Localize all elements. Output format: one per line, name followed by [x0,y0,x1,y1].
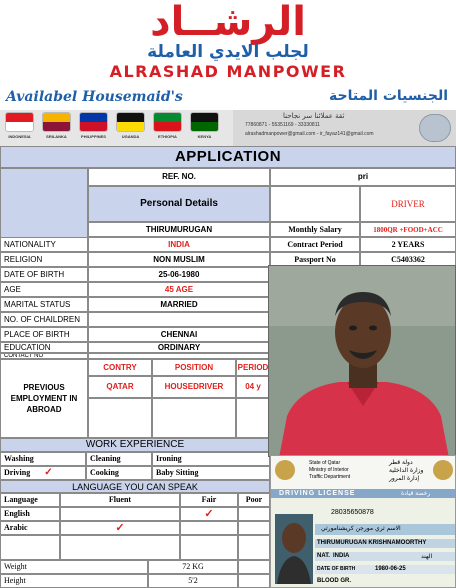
height-value: 5'2 [148,574,238,588]
license-dob-label: DATE OF BIRTH [317,566,356,572]
field-value: INDIA [88,237,270,252]
language-cell [180,521,238,535]
driving-license-card [270,455,456,588]
personal-details-heading: Personal Details [88,186,270,222]
flag-icon [190,112,219,132]
flag-stripe-top [117,113,144,122]
flag-stripe-top [6,113,33,122]
weight-label: Weight [0,560,148,574]
language-cell [0,535,60,560]
weight-value: 72 KG [148,560,238,574]
work-item [86,452,152,466]
language-cell [238,521,270,535]
employment-period: 04 y [236,376,270,398]
flag-stripe-top [43,113,70,122]
field-value: 25-06-1980 [88,267,270,282]
license-state: State of Qatar [309,460,341,466]
license-title-ar: رخصة قيادة [401,490,431,497]
flag-icon [116,112,145,132]
check-icon: ✓ [115,522,125,534]
flag-stripe-bottom [117,122,144,131]
flag-item [188,112,221,145]
flag-name: SRILANKA [46,134,67,139]
field-label: RELIGION [0,252,88,267]
employment-label: PREVIOUS EMPLOYMENT IN ABROAD [0,359,88,438]
work-item-label: Baby Sitting [156,468,199,477]
field-value: CHENNAI [88,327,270,342]
field-label: NATIONALITY [0,237,88,252]
license-dept: Traffic Department [309,474,351,480]
field-value [88,312,270,327]
flag-icon [79,112,108,132]
language-cell [238,507,270,521]
flag-icon [153,112,182,132]
license-nat: INDIA [333,553,350,559]
flag-item [3,112,36,145]
license-nat-label: NAT. [317,553,330,559]
license-state-ar: دولة قطر [389,459,413,466]
language-cell [60,521,180,535]
salary-value: 1800QR +FOOD+ACC [360,222,456,237]
employment-position: HOUSEDRIVER [152,376,236,398]
flag-stripe-top [80,113,107,122]
language-cell [60,507,180,521]
license-ministry-ar: وزارة الداخلية [389,467,424,474]
flag-stripe-bottom [80,122,107,131]
position-value: DRIVER [360,186,456,222]
flag-stripe-bottom [191,122,218,131]
flag-name: UGANDA [121,134,140,139]
contract-label: Contract Period [270,237,360,252]
license-dob: 1980-06-25 [375,566,406,572]
driving-license-graphic [271,456,456,588]
license-name-ar: الاسم ثري مورجن كريشنامورثي [321,525,401,532]
license-dept-ar: إدارة المرور [389,475,420,482]
position-label-cell [270,186,360,222]
field-value: NON MUSLIM [88,252,270,267]
field-label: DATE OF BIRTH [0,267,88,282]
tagline-english: Availabel Housemaid's [6,89,183,105]
flag-icon [42,112,71,132]
flag-name: ETHIOPIA [158,134,177,139]
nationality-strip [0,110,456,146]
flag-item [114,112,147,145]
salary-label: Monthly Salary [270,222,360,237]
license-name: THIRUMURUGAN KRISHNAMOORTHY [317,540,427,546]
field-value: MARRIED [88,297,270,312]
language-header: Language [0,493,60,507]
work-item-label: Cleaning [90,454,121,463]
field-value: 45 AGE [88,282,270,297]
field-label: MARITAL STATUS [0,297,88,312]
license-blood-label: BLOOD GR. [317,578,351,584]
contract-value: 2 YEARS [360,237,456,252]
field-label: AGE [0,282,88,297]
contact-box [233,110,456,146]
language-header: Fair [180,493,238,507]
language-cell [180,507,238,521]
license-title: DRIVING LICENSE [279,490,356,497]
work-item [152,466,270,480]
language-header: Fluent [60,493,180,507]
language-header: Poor [238,493,270,507]
employment-blank-1 [88,398,152,438]
employment-blank-2 [152,398,236,438]
applicant-photo [268,265,456,457]
flag-item [77,112,110,145]
flag-stripe-bottom [154,122,181,131]
tagline-bar [0,87,456,109]
work-item-label: Washing [4,454,34,463]
applicant-portrait-icon [269,266,456,457]
field-label: NO. OF CHAILDREN [0,312,88,327]
logo-arabic: الرشــاد [150,0,306,45]
employment-position-header: POSITION [152,359,236,376]
work-item [0,452,86,466]
check-icon: ✓ [204,508,214,520]
license-ministry: Ministry of Interior [309,467,349,473]
flag-stripe-bottom [6,122,33,131]
employment-blank-3 [236,398,270,438]
flag-stripe-bottom [43,122,70,131]
flag-name: PHILIPPINES [81,134,106,139]
field-label: EDUCATION [0,342,88,353]
field-label: PLACE OF BIRTH [0,327,88,342]
contact-email: alrashadmanpower@gmail.com - ir_fayaz141@gmail.com [245,131,374,137]
contact-slogan: ثقة عملائنا سر نجاحنا [283,112,345,120]
license-nat-ar: الهند [421,553,433,560]
weight-blank [238,560,270,574]
field-value: ORDINARY [88,342,270,353]
language-name: English [0,507,60,521]
brand-name: ALRASHAD MANPOWER [109,62,347,81]
contact-phones: 77860871 - 55351169 - 33330811 [245,122,320,128]
license-number: 28035650878 [331,509,374,516]
language-cell [180,535,238,560]
height-blank [238,574,270,588]
subtitle-arabic: لجلب الايدي العاملة [147,42,309,62]
check-icon: ✓ [44,467,53,478]
flag-item [40,112,73,145]
tagline-arabic: الجنسيات المتاحة [328,88,448,104]
flag-stripe-top [191,113,218,122]
work-item-label: Cooking [90,468,119,477]
form-title: APPLICATION [0,146,456,168]
work-item-label: Ironing [156,454,182,463]
work-item-label: Driving [4,468,31,477]
ref-value: pri [270,168,456,186]
language-name: Arabic [0,521,60,535]
language-cell [238,535,270,560]
work-item [86,466,152,480]
passport-label: Passport No [270,252,360,267]
agency-header [0,0,456,110]
language-cell [60,535,180,560]
agency-logo-icon [419,114,451,142]
work-experience-heading: WORK EXPERIENCE [0,438,270,452]
work-item [152,452,270,466]
field-label: CONTACT NO [0,353,88,359]
ref-label: REF. NO. [88,168,270,186]
flag-stripe-top [154,113,181,122]
employment-period-header: PERIOD [236,359,270,376]
flag-icon [5,112,34,132]
full-name: THIRUMURUGAN [88,222,270,237]
flag-name: INDONESIA [8,134,31,139]
passport-value: C5403362 [360,252,456,267]
language-heading: LANGUAGE YOU CAN SPEAK [0,480,270,493]
flag-item [151,112,184,145]
height-label: Height [0,574,148,588]
flag-name: KENYA [197,134,212,139]
work-item [0,466,86,480]
employment-country: QATAR [88,376,152,398]
employment-country-header: CONTRY [88,359,152,376]
